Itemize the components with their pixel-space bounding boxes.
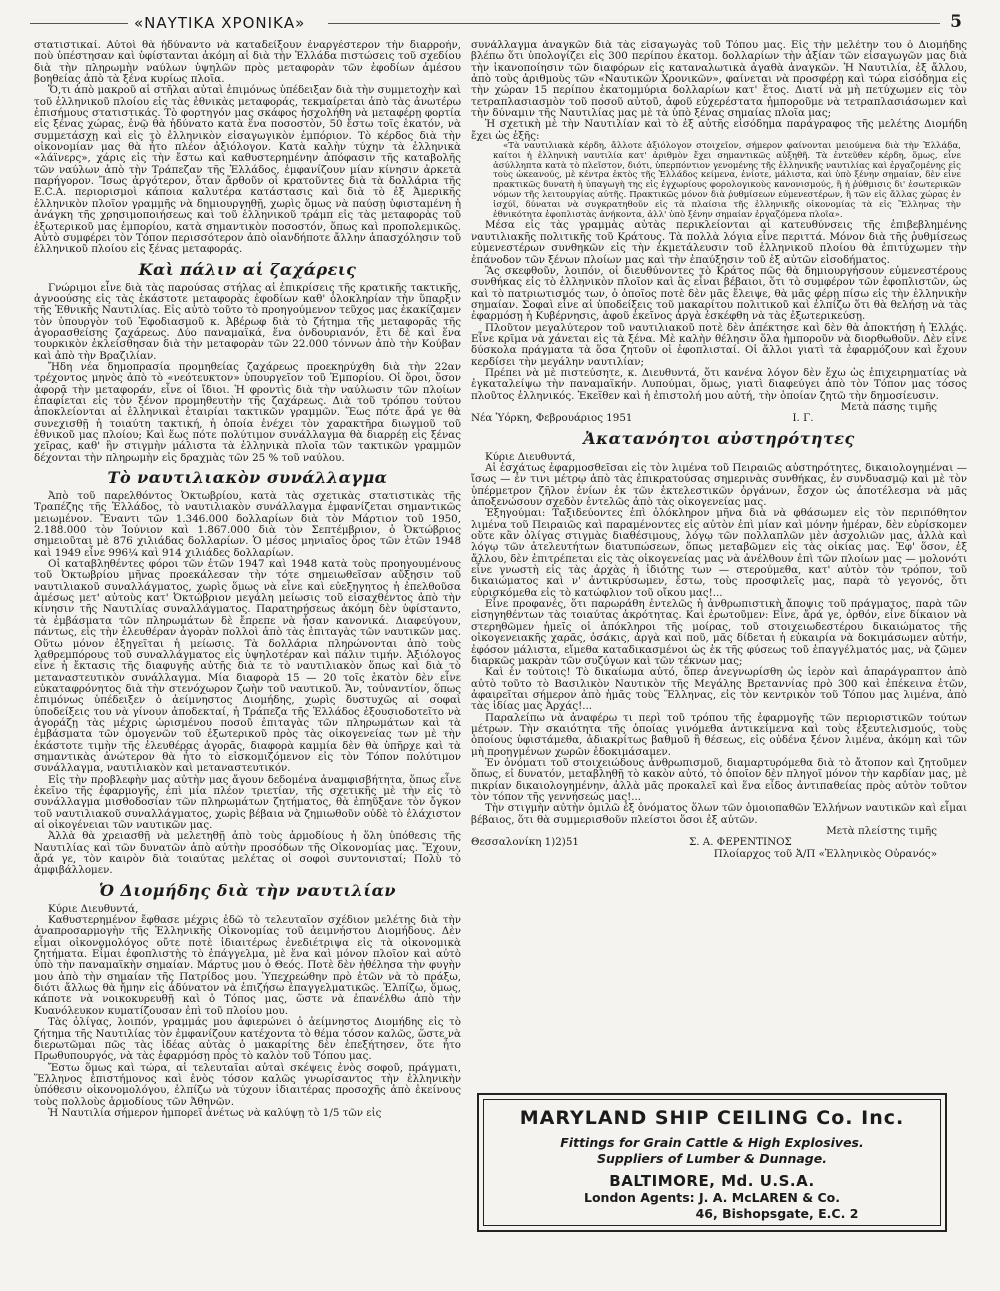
sugar-paragraph: Γνώριμοι εἶνε διὰ τὰς παρούσας στήλας αἱ ἐπικρίσεις τῆς κρατικῆς τακτικῆς, ἀγνοούσης εἰς τὰς ἑκάστοτε μεταφορὰς ἐφοδίων καθ' ὁλοκληρίαν τὴν ὕπαρξιν τῆς Ἐθνικῆς Ναυτιλίας. Εἰς αὐτὸ τοῦτο τὸ προηγούμενον τεῦχος μας ἐκακίζαμεν τὸν ὑπουργὸν τοῦ Ἐφοδιασμοῦ κ. Ἀβέρωφ διὰ τὸ ζήτημα τῆς μεταφορᾶς τῆς ἀγορασθείσης ζαχάρεως. Δύο παναμαϊκά, ἕνα ὀνδουριανόν, ἔτι δὲ καὶ ἕνα τουρκικὸν ἐκλείσθησαν διὰ τὴν μεταφορὰν τῶν 22.000 τόννων ἀπὸ τὴν Κούβαν καὶ ἀπὸ τὴν Βραζιλίαν. <box>34 281 461 362</box>
strictness-paragraph: Εἶνε προφανές, ὅτι παρωράθη ἐντελῶς ἡ ἀνθρωπιστικὴ ἄποψις τοῦ πράγματος, παρὰ τῶν εἰσηγηθέντων τὰς τοιαύτας ἀκρότητας. Καὶ ἐρωτοῦμεν: Εἶνε, ἄρά γε, ὀρθόν, εἶνε δίκαιον νὰ στερηθῶμεν ἡμεῖς οἱ ἀπόκληροι τῆς μοίρας, τοῦ στοιχειωδεστέρου δικαιώματος τῆς οἰκογενειακῆς χαρᾶς, ὀσάκις, ἀργὰ καὶ ποῦ, μᾶς δίδεται ἡ εὐκαιρία νὰ δοκιμάσωμεν αὐτήν, ἐφόσον μάλιστα, εἴμεθα καταδικασμένοι ὡς ἐκ τῆς φύσεως τοῦ ἐπαγγέλματός μας, νὰ ζῶμεν διαρκῶς μακρὰν τῶν συζύγων καὶ τῶν τέκνων μας; <box>471 598 967 667</box>
place-date-1 <box>471 413 967 424</box>
exchange-paragraph: Εἰς τὴν προβλεφὴν μας αὐτὴν μας ἄγουν δεδομένα ἀναμφισβήτητα, ὅπως εἶνε ἐκεῖνο τῆς ἐφαρμογῆς, ἐπὶ μία πλέον τριετίαν, τῆς σχετικῆς μὲ τὴν εἰς τὸ συνάλλαγμα μισθοδοσίαν τῶν πληρωμάτων ζητήματος, θὰ ἐπηῦξανε τὸν ὄγκον τοῦ ναυτιλιακοῦ συναλλάγματος, χωρὶς βέβαια νὰ ζημιωθοῦν οὐδὲ τὸ ἐλάχιστον αἱ οἰκογένειαι τῶν ναυτικῶν μας. <box>34 773 461 831</box>
right-paragraph: Μέσα εἰς τὰς γραμμὰς αὐτὰς περικλείονται αἱ κατευθύνσεις τῆς ἐπιβεβλημένης ναυτιλιακῆς πολιτικῆς τοῦ Κράτους. Τὰ πολλὰ λόγια εἶνε περιττά. Μόνον διὰ τῆς ῥυθμίσεως εὐμενεστέρων συνθηκῶν εἰς τὴν ἐκμετάλευσιν τοῦ ἑλληνικοῦ πλοίου θὰ ἐπιτύχωμεν τὴν ἐπάνοδον τῶν ξένων πλοίων μας καὶ τὴν ἐπαύξησιν τοῦ ἐξ αὐτῶν εἰσοδήματος. <box>471 219 967 266</box>
page-number: 5 <box>950 12 962 32</box>
strictness-paragraph: Τὴν στιγμὴν αὐτὴν ὁμιλῶ ἐξ ὀνόματος ὅλων τῶν ὁμοιοπαθῶν Ἑλλήνων ναυτικῶν καὶ εἶμαι βέβαιος, ὅτι θὰ συμμερισθοῦν πλείστοι ὅσοι ἐξ αὐτῶν. <box>471 802 967 826</box>
strictness-paragraph: Καὶ ἐν τούτοις! Τὸ δικαίωμα αὐτό, ὅπερ ἀνεγνωρίσθη ὡς ἱερὸν καὶ ἀπαράγραπτον ἀπὸ αὐτὸ τοῦτο τὸ Βασιλικὸν Ναυτικὸν τῆς Μεγάλης Βρεταννίας πρὸ 300 καὶ ἐπέκεινα ἐτῶν, ἀφαιρεῖται σήμερον ἀπὸ ἡμᾶς τοὺς Ἕλληνας, εἰς τὸν κεντρικὸν τοῦ Τόπου μας λιμένα, ἀπὸ τὰς ἰδίας μας Ἀρχάς!... <box>471 666 967 713</box>
diomidis-paragraph: Καθυστερημένον ἔφθασε μέχρις ἐδῶ τὸ τελευταῖον σχέδιον μελέτης διὰ τὴν ἀναπροσαρμογὴν τῆς Ἑλληνικῆς Οἰκονομίας τοῦ ἀειμνήστου Διομήδους. Δὲν εἶμαι οἰκονομολόγος οὔτε ποτὲ ἰδιαιτέρως ἐνεδιέτριψα εἰς τὰ οἰκονομικὰ ζητήματα. Εἶμαι ἐφοπλιστὴς τὸ ἐπάγγελμα, μὲ ἕνα καὶ μόνον πλοῖον καὶ αὐτὸ ὑπὸ τὴν παναμαϊκὴν σημαίαν. Μάρτυς μου ὁ Θεός. Ποτὲ δὲν ἠθέλησα τὴν φυγὴν μου ἀπὸ τὴν σημαίαν τῆς Πατρίδος μου. Ὑπεχρεώθην πρὸ ἐτῶν νὰ τὸ πράξω, διότι ἄλλως θὰ ἤμην εἰς ἀδύνατον νὰ ἐπιζήσω ἐπαγγελματικῶς. Ἐλπίζω, ὅμως, κάποτε νὰ νοικοκυρευθῇ καὶ ὁ Τόπος μας, ὥστε νὰ ἐπανέλθω ἀπὸ τὴν Κυανόλευκον κυματίζουσαν ἐπὶ τοῦ πλοίου μου. <box>34 914 461 1017</box>
heading-strictness: Ἀκατανόητοι αὐστηρότητες <box>583 428 855 448</box>
maryland-ad <box>477 1093 947 1232</box>
strictness-paragraph: Παραλείπω νὰ ἀναφέρω τι περὶ τοῦ τρόπου τῆς ἐφαρμογῆς τῶν περιοριστικῶν τούτων μέτρων. Τὴν σκαιότητα τῆς ὁποίας γινόμεθα ἀντικείμενα καὶ τοὺς ἐξευτελισμούς, τοὺς ὁποίους ὑφιστάμεθα, ἀδιακρίτως βαθμοῦ ἢ θέσεως, εἰς οὐδένα ξένον λιμένα, ἀκόμη καὶ τῶν μὴ προηγμένων χωρῶν ἐδοκιμάσαμεν. <box>471 711 967 758</box>
signer-1: Ι. Γ. <box>792 412 814 425</box>
place-2: Θεσσαλονίκη 1)2)51 <box>471 836 579 849</box>
left-intro-paragraph: στατιστικαί. Αὐτοὶ θὰ ἠδύναντο νὰ καταδείξουν ἐναργέστερον τὴν διαρροήν, ποὺ ὑπέστησαν καὶ ὑφίστανται ἀκόμη αἱ διὰ τὴν Ἑλλάδα πιστώσεις τοῦ σχεδίου διὰ τὴν πληρωμὴν ναύλων ὑψηλῶν πρὸς μεταφορὰν τῶν ἐφοδίων ἀμέσου βοηθείας ἀπὸ τὰ ξένα κυρίως πλοῖα. <box>34 40 461 86</box>
exchange-paragraph: Ἀπὸ τοῦ παρελθόντος Ὀκτωβρίου, κατὰ τὰς σχετικὰς στατιστικὰς τῆς Τραπέζης τῆς Ἑλλάδος, τὸ ναυτιλιακὸν συνάλλαγμα ἐμφανίζεται σημαντικῶς μειωμένον. Ἔναντι τῶν 1.346.000 δολλαρίων διὰ τὸν Μάρτιον τοῦ 1950, 2.188.000 τὸν Ἰούνιον καὶ 1.867.000 διὰ τὸν Σεπτέμβριον, ὁ Ὀκτώβριος σημειοῦται μὲ 876 χιλιάδας δολλαρίων. Ὁ μέσος μηνιαῖος ὅρος τῶν ἐτῶν 1948 καὶ 1949 εἶνε 996¼ καὶ 914 χιλιάδες δολλαρίων. <box>34 490 461 559</box>
ad-line-1: Fittings for Grain Cattle & High Explosives. <box>560 1135 864 1150</box>
strictness-salutation: Κύριε Διευθυντά, <box>485 450 576 463</box>
signer-2-title: Πλοίαρχος τοῦ Ἀ/Π «Ἑλληνικὸς Οὐρανός» <box>713 847 937 860</box>
sugar-paragraph: Ἤδη νέα δημοπρασία προμηθείας ζαχάρεως προεκηρύχθη διὰ τὴν 22αν τρέχοντος μηνὸς ἀπὸ τὸ «νεότευκτον» ὑπουργεῖον τοῦ Ἐμπορίου. Οἱ ὅροι, ὅσον ἀφορᾷ τὴν μεταφοράν, εἶνε οἱ ἴδιοι. Ἡ φροντὶς διὰ τὴν ναύλωσιν τῶν πλοίων ἐπαφίεται εἰς τὸν ξένον προμηθευτὴν τῆς ζαχάρεως. Διὰ τοῦ τρόπου τούτου ἀποκλείονται αἱ ἑλληνικαὶ ἑταιρίαι τακτικῶν γραμμῶν. Ἕως πότε ἄρά γε θὰ συνεχισθῇ ἡ τοιαύτη τακτική, ἡ ὁποία ἐνέχει τὸν χαρακτῆρα διωγμοῦ τοῦ ἐθνικοῦ μας πλοίου; Καὶ ἕως πότε πολύτιμον συνάλλαγμα θὰ διαρρέῃ εἰς ξένας χεῖρας, καθ' ἣν στιγμὴν μάλιστα τὰ ἑλληνικὰ πλοῖα τῶν τακτικῶν γραμμῶν δέχονται τὴν πληρωμὴν εἰς δραχμὰς τῶν 25 % τοῦ ναύλου. <box>34 360 461 464</box>
strictness-paragraph: Αἱ ἐσχάτως ἐφαρμοσθεῖσαι εἰς τὸν λιμένα τοῦ Πειραιῶς αὐστηρότητες, δικαιολογημέναι — ἴσως — ἐν τινι μέτρῳ ἀπὸ τὰς ἐπικρατούσας σημερινὰς συνθήκας, ἐν συνδυασμῷ καὶ μὲ τὸν ὑπέρμετρον ζῆλον ἐνίων ἐκ τῶν ἐκτελεστικῶν ὀργάνων, ἔσχον ὡς ἀποτέλεσμα νὰ μᾶς ἀποξενώσουν σχεδὸν ἐντελῶς ἀπὸ τὰς οἰκογενείας μας. <box>471 462 967 509</box>
diomidis-salutation: Κύριε Διευθυντά, <box>48 902 139 915</box>
heading-sugar: Καὶ πάλιν αἱ ζαχάρεις <box>138 259 357 279</box>
place-1: Νέα Ὑόρκη, Φεβρουάριος 1951 <box>471 412 633 425</box>
masthead <box>30 12 970 36</box>
strictness-paragraph: Ἐξηγούμαι: Ταξιδεύοντες ἐπὶ ὁλόκληρον μῆνα διὰ νὰ φθάσωμεν εἰς τὸν περιπόθητον λιμένα τοῦ Πειραιῶς καὶ παραμένοντες εἰς αὐτὸν ἐπὶ μίαν καὶ μόνην ἡμέραν, δὲν εὑρίσκομεν οὔτε κἂν ὀλίγας στιγμὰς διαθέσιμους, λόγῳ τῶν πολλαπλῶν μὲν ἀσχολιῶν μας, ἀλλὰ καὶ λόγῳ τῶν ἀτελευτήτων διατυπώσεων, ὅπως μεταβῶμεν εἰς τὰς οἰκίας μας. Ἐφ' ὅσον, ἐξ ἄλλου, δὲν ἐπιτρέπεται εἰς τὰς οἰκογενείας μας νὰ ἀνέλθουν ἐπὶ τῶν πλοίων μας — μολονότι εἶνε γνωστὴ εἰς τὰς ἀρχὰς ἡ ἰδιότης των — στερούμεθα, κατ' αὐτὸν τὸν τρόπον, τοῦ δικαιώματος καὶ ν' ἀντικρύσωμεν, ἔστω, τοὺς προσφιλεῖς μας, παρὰ τὸ γεγονός, ὅτι εὑρισκόμεθα εἰς τὸ κατώφλιον τοῦ οἴκου μας!... <box>471 507 967 599</box>
right-paragraph: Πρέπει νὰ μὲ πιστεύσητε, κ. Διευθυντά, ὅτι κανένα λόγον δὲν ἔχω ὡς ἐπιχειρηματίας νὰ ἐγκαταλείψω τὴν παναμαϊκήν. Λυπούμαι, ὅμως, γιατὶ διαφεύγει ἀπὸ τὸν Τόπον μας τόσος πλοῦτος ἑλληνικός. Ἐκεῖθεν καὶ ἡ ἐπιστολή μου αὐτή, τὴν ὁποίαν ζητῶ τὴν δημοσίευσιν. <box>471 366 967 402</box>
quote-text: «Τὰ ναυτιλιακὰ κέρδη, ἄλλοτε ἀξιόλογον στοιχεῖον, σήμερον φαίνονται μειούμενα διὰ τὴν Ἑλλάδα, καίτοι ἡ ἑλληνικὴ ναυτιλία κατ' ἀριθμὸν ἔχει σημαντικῶς αὐξηθῆ. Τὰ ἐντεῦθεν κέρδη, ὅμως, εἶνε ἀσύλληπτα κατὰ τὸ πλεῖστον, διότι, ὑπερπόντιον γενομένης τῆς ἑλληνικῆς ναυτιλίας καὶ ἐργαζομένης εἰς τοὺς ὠκεανούς, μὲ κέντρα ἐκτὸς τῆς Ἑλλάδος κείμενα, ἐνίοτε, μάλιστα, καὶ ὑπὸ ξένην σημαίαν, δὲν εἶνε πρακτικῶς δυνατὴ ἡ ὑπαγωγὴ της εἰς ἐγχωρίους φορολογικοὺς κανονισμούς, ἢ ἡ ῥύθμισις δι' ἐσωτερικῶν νόμων τῆς λειτουργίας αὐτῆς. Πρακτικῶς μόνον διὰ ῥυθμίσεων εὐμενεστέρων, ἢ τῶν εἰς ἄλλας χώρας ἐν ἰσχύϊ, δύναται νὰ συγκρατηθοῦν εἰς τὰ πλαίσια τῆς ἑλληνικῆς οἰκονομίας τὰ εἰς Ἕλληνας τὴν ἐθνικότητα ἐφοπλιστὰς ἀνήκοντα, ἀλλ' ὑπὸ ξένην σημαίαν ἐργαζόμενα πλοῖα». <box>493 141 961 220</box>
ad-city: BALTIMORE, Md. U.S.A. <box>609 1172 815 1190</box>
heading-shipping-exchange: Τὸ ναυτιλιακὸν συνάλλαγμα <box>107 468 388 488</box>
masthead-rule-left <box>30 23 128 24</box>
heading-diomidis: Ὁ Διομήδης διὰ τὴν ναυτιλίαν <box>98 880 397 900</box>
masthead-rule-right <box>328 23 940 24</box>
strictness-paragraph: Ἐν ὀνόματι τοῦ στοιχειώδους ἀνθρωπισμοῦ, διαμαρτυρόμεθα διὰ τὸ ἄτοπον καὶ ζητοῦμεν ὅπως, εἰ δυνατόν, μεταβληθῇ τὸ κακὸν αὐτό, τὸ ὁποῖον δὲν πληγοῖ μόνον τὴν καρδίαν μας, μὲ πικρίαν δικαιολογημένην, ἀλλὰ μᾶς προκαλεῖ καὶ ἕνα εἶδος ἀντιπαθείας πρὸς αὐτὸν τοῦτον τὸν τόπον τῆς γεννήσεώς μας!... <box>471 756 967 803</box>
right-paragraph: συνάλλαγμα ἀναγκῶν διὰ τὰς εἰσαγωγὰς τοῦ Τόπου μας. Εἰς τὴν μελέτην του ὁ Διομήδης βλέπω ὅτι ὑπολογίζει εἰς 300 περίπου ἑκατομ. δολλαρίων τὴν ἀξίαν τῶν εἰσαγωγῶν μας διὰ τὴν ἱκανοποίησιν τῶν διαφόρων εἰς καταναλωτικὰ ἀγαθὰ ἀναγκῶν. Ἡ Ναυτιλία, ἐξ ἄλλου, ἀπὸ τοὺς ἀριθμοὺς τῶν «Ναυτικῶν Χρονικῶν», φαίνεται νὰ προσφέρῃ καὶ τώρα εἰσόδημα εἰς τὴν χώραν 15 περίπου ἑκατομμύρια δολλαρίων κατ' ἔτος. Διατί νὰ μὴ πετύχωμεν εἰς τὸν τετραπλασιασμὸν τοῦ ποσοῦ αὐτοῦ, ἀφοῦ εὐχερέστατα ἠμποροῦμε νὰ τετραπλασιάσωμεν καὶ τὴν δύναμιν τῆς Ναυτιλίας μας μὲ τὰ ὑπὸ ξένας σημαίας πλοῖα μας; <box>471 40 967 120</box>
exchange-paragraph: Οἱ καταβληθέντες φόροι τῶν ἐτῶν 1947 καὶ 1948 κατὰ τοὺς προηγουμένους τοῦ Ὀκτωβρίου μῆνας προεκάλεσαν τὴν τότε σημειωθεῖσαν αὔξησιν τοῦ ναυτιλιακοῦ συναλλάγματος, χωρὶς ὅμως νὰ εἶνε καὶ εὐεξηγητος ἡ ἐπελθοῦσα ἀμέσως μετ' αὐτοὺς κατ' Ὀκτώβριον μεγάλη μείωσις τοῦ εἰσαχθέντος ἀπὸ τὴν κίνησιν τῆς Ναυτιλίας συναλλάγματος. Παρατηρήσεως ἀκόμη δὲν ὑφίσταντο, τὰ ἐμβάσματα τῶν πληρωμάτων δὲ ἔπρεπε νὰ ἦσαν κανονικά. Διαφεύγουν, πάντως, εἰς τὴν ἐλευθέραν ἀγορὰν πολλοὶ ἀπὸ τὰς ἐπιταγὰς τῶν ναυτικῶν μας. Οὕτω μόνον ἐξηγεῖται ἡ μείωσις. Τὰ δολλάρια πληρώνονται ἀπὸ τοὺς λαθρεμπόρους τοῦ συναλλάγματος εἰς ὑψηλοτέραν καὶ πάλιν τιμήν. Ἀξιόλογος εἶνε ἡ ἔκτασις τῆς διαφυγῆς αὐτῆς διὰ τε τὸ ναυτιλιακὸν ὅπως καὶ διὰ τὸ μεταναστευτικὸν συνάλλαγμα. Μία διαφορὰ 15 — 20 τοῖς ἑκατὸν δὲν εἶνε εὐκαταφρόνητος διὰ τὴν στενόχωρον ζωὴν τοῦ ναυτικοῦ. Ἄν, τοὐναντίον, ὅπως ἐπιμόνως ὑπέδειξεν ὁ ἀείμνηστος Διομήδης, χωρὶς δυστυχῶς αἱ σοφαὶ ὑποδείξεις του νὰ γίνουν ἀποδεκταί, ἡ Τράπεζα τῆς Ἑλλάδος ἐξουσιοδοτεῖτο νὰ ἀγοράζῃ τὰς μέχρις ὡρισμένου ποσοῦ ἐπιταγὰς τῶν πληρωμάτων καὶ τὰ ἐμβάσματα τῶν ὁμογενῶν τοῦ ἐξωτερικοῦ πρὸς τὰς οἰκογενείας των μὲ τὴν ἑκάστοτε τιμὴν τῆς ἐλευθέρας ἀγορᾶς, διαφορὰ καμμία δὲν θὰ ὑπῆρχε καὶ τὰ σημαντικὰς ἀνώτερον θὰ ἦτο τὸ εἰσκομιζόμενον εἰς τὸν Τόπον πολύτιμον συνάλλαγμα, ναυτιλιακὸν καὶ μεταναστευτικόν. <box>34 558 461 775</box>
right-paragraph: Πλοῦτον μεγαλύτερον τοῦ ναυτιλιακοῦ ποτὲ δὲν ἀπέκτησε καὶ δὲν θὰ ἀποκτήσῃ ἡ Ἑλλάς. Εἶνε κρῖμα νὰ χάνεται εἰς τὰ ξένα. Μὲ καλὴν θέλησιν ὅλα ἠμποροῦν νὰ διορθωθοῦν. Δὲν εἶνε δύσκολα πράγματα τὰ ὅσα ζητοῦν οἱ ἐφοπλισταί. Οἱ ἄλλοι γιατὶ τὰ ἐφαρμόζουν καὶ ἔχουν κερδίσει τὴν μεγάλην ναυτιλίαν; <box>471 321 967 368</box>
diomidis-quote <box>471 142 967 220</box>
ad-agents: London Agents: J. A. McLAREN & Co. <box>584 1190 840 1205</box>
diomidis-paragraph: Ἔστω ὅμως καὶ τώρα, αἱ τελευταῖαι αὐταὶ σκέψεις ἑνὸς σοφοῦ, πράγματι, Ἕλληνος ἐπιστήμονος καὶ ἑνὸς τόσον καλῶς γνωρίσαντος τὴν ἑλληνικὴν ὑπόθεσιν οἰκονομολόγου, ἐλπίζω νὰ τύχουν ἰδιαιτέρας προσοχῆς ἀπὸ ἐκείνους τοὺς πολλοὺς ἁρμοδίους τῶν Ἀθηνῶν. <box>34 1061 461 1108</box>
closing-2: Μετὰ πλείστης τιμῆς <box>826 825 937 837</box>
signer-2: Σ. Α. ΦΕΡΕΝΤΙΝΟΣ <box>688 836 792 849</box>
place-date-2 <box>471 837 967 848</box>
journal-title: «ΝΑΥΤΙΚΑ ΧΡΟΝΙΚΑ» <box>134 14 306 32</box>
ad-line-2: Suppliers of Lumber & Dunnage. <box>597 1151 827 1166</box>
right-paragraph: Ἂς σκεφθοῦν, λοιπόν, οἱ διευθύνοντες τὸ Κράτος πῶς θὰ δημιουργήσουν εὐμενεστέρους συνθήκας εἰς τὸ ἑλληνικὸν πλοῖον καὶ ἂς εἶναι βέβαιοι, ὅτι τὸ συμφέρον τῶν ἐφοπλιστῶν, ὡς καὶ τὸ πατριωτισμός των, ὁ ὁποῖος ποτὲ δὲν μᾶς ἔλειψε, θὰ μᾶς φέρῃ πίσω εἰς τὴν ἑλληνικὴν σημαίαν. Σοφαὶ εἶνε αἱ ὑποδείξεις τοῦ μακαρίτου πολιτικοῦ καὶ ἐλπίζω ὅτι θὰ θελήσῃ νὰ τὰς ἐφαρμόσῃ ἡ Κυβέρνησις, ἀφοῦ ἐκεῖνος ἀργὰ ἐσκέφθη νὰ τὰς ἐξωτερικεύσῃ. <box>471 264 967 323</box>
left-intro-paragraph: Ὅ,τι ἀπὸ μακροῦ αἱ στῆλαι αὐταὶ ἐπιμόνως ὑπέδειξαν διὰ τὴν συμμετοχὴν καὶ τοῦ ἑλληνικοῦ πλοίου εἰς τὰς ἐθνικὰς μεταφοράς, τεκμαίρεται ἀπὸ τὰς ἀνωτέρω ἐπισήμους στατιστικάς. Τὸ φορτηγόν μας σκάφος ἠσχολήθη νὰ μεταφέρῃ φορτία εἰς ξένας χώρας, ἐνῷ θὰ ἠδύνατο κατὰ ἕνα ποσοστὸν, 50 ἔστω τοῖς ἑκατόν, νὰ συμμετάσχῃ καὶ εἰς τὸ ἑλληνικὸν εἰσαγωγικὸν ἐμπόριον. Τὸ κέρδος διὰ τὴν οἰκονομίαν μας θὰ ἦτο πλέον ἀξιόλογον. Κατὰ καλὴν τύχην τὰ ἑλληνικὰ «λάϊνερς», χάρις εἰς τὴν ἔστω καὶ καθυστερημένην ἀπόφασιν τῆς καταβολῆς τῶν ναύλων ἀπὸ τὴν Τράπεζαν τῆς Ἑλλάδος, ἐμφανίζουν μίαν κίνησιν ἀρκετὰ παρήγορον. Ἴσως ἀργότερον, ὅταν ἄρθοῦν οἱ κρατοῦντες διὰ τὰ δολλάρια τῆς E.C.A. περιορισμοὶ κάποια καλυτέρα κατάστασις καὶ διὰ τὸ ἐξ Ἀμερικῆς ἑλληνικὸν πλοῖον γραμμῆς νὰ δημιουργηθῇ, χωρὶς ὅμως νὰ παύσῃ ὑφισταμένη ἡ ἀνάγκη τῆς χρησιμοποιήσεως καὶ τοῦ ἑλληνικοῦ τράμπ εἰς τὰς μεταφορὰς τοῦ ἐξωτερικοῦ μας ἐμπορίου, κατὰ σημαντικὸν ποσοστόν, ὅπως καὶ προπολεμικῶς. Αὐτὸ συμφέρει τὸν Τόπον περισσότερον ἀπὸ οἱανδήποτε ἄλλην ἀπασχόλησιν τοῦ ἑλληνικοῦ πλοίου εἰς ξένας μεταφοράς. <box>34 84 461 256</box>
diomidis-paragraph: Ἡ Ναυτιλία σήμερον ἠμπορεῖ ἀνέτως νὰ καλύψῃ τὸ 1/5 τῶν εἰς <box>48 1106 382 1119</box>
ad-address: 46, Bishopsgate, E.C. 2 <box>695 1206 859 1221</box>
ad-company: MARYLAND SHIP CEILING Co. Inc. <box>519 1107 905 1129</box>
left-column <box>34 40 461 1278</box>
closing-1: Μετὰ πάσης τιμῆς <box>840 400 937 413</box>
right-paragraph: Ἡ σχετικὴ μὲ τὴν Ναυτιλίαν καὶ τὸ ἐξ αὐτῆς εἰσόδημα παράγραφος τῆς μελέτης Διομήδη ἔχει ὡς ἑξῆς: <box>471 118 967 142</box>
diomidis-paragraph: Τὰς ὀλίγας, λοιπόν, γραμμάς μου ἀφιερώνει ὁ ἀείμνηστος Διομήδης εἰς τὸ ζήτημα τῆς Ναυτιλίας τὸν ἐμφανίζουν κατέχοντα τὸ θέμα τόσον καλῶς, ὥστε νὰ διερωτῶμαι πῶς τὰς ἰδέας αὐτὰς ὁ μακαρίτης δὲν ἐπεξήτησεν, ὅτε ἦτο Πρωθυπουργός, νὰ τὰς ἐφαρμόσῃ πρὸς τὸ καλὸν τοῦ Τόπου μας. <box>34 1016 461 1063</box>
exchange-paragraph: Ἀλλὰ θὰ χρειασθῇ νὰ μελετηθῇ ἀπὸ τοὺς ἁρμοδίους ἡ ὅλη ὑπόθεσις τῆς Ναυτιλίας καὶ τῶν δυνατῶν ἀπὸ αὐτὴν προσόδων τῆς Οἰκονομίας μας. Ἔχουν, ἄρά γε, τὸν καιρὸν διὰ τοιαύτας μελέτας οἱ σοφοὶ συντονισταί; Πολὺ τὸ ἀμφιβάλλομεν. <box>34 830 461 877</box>
